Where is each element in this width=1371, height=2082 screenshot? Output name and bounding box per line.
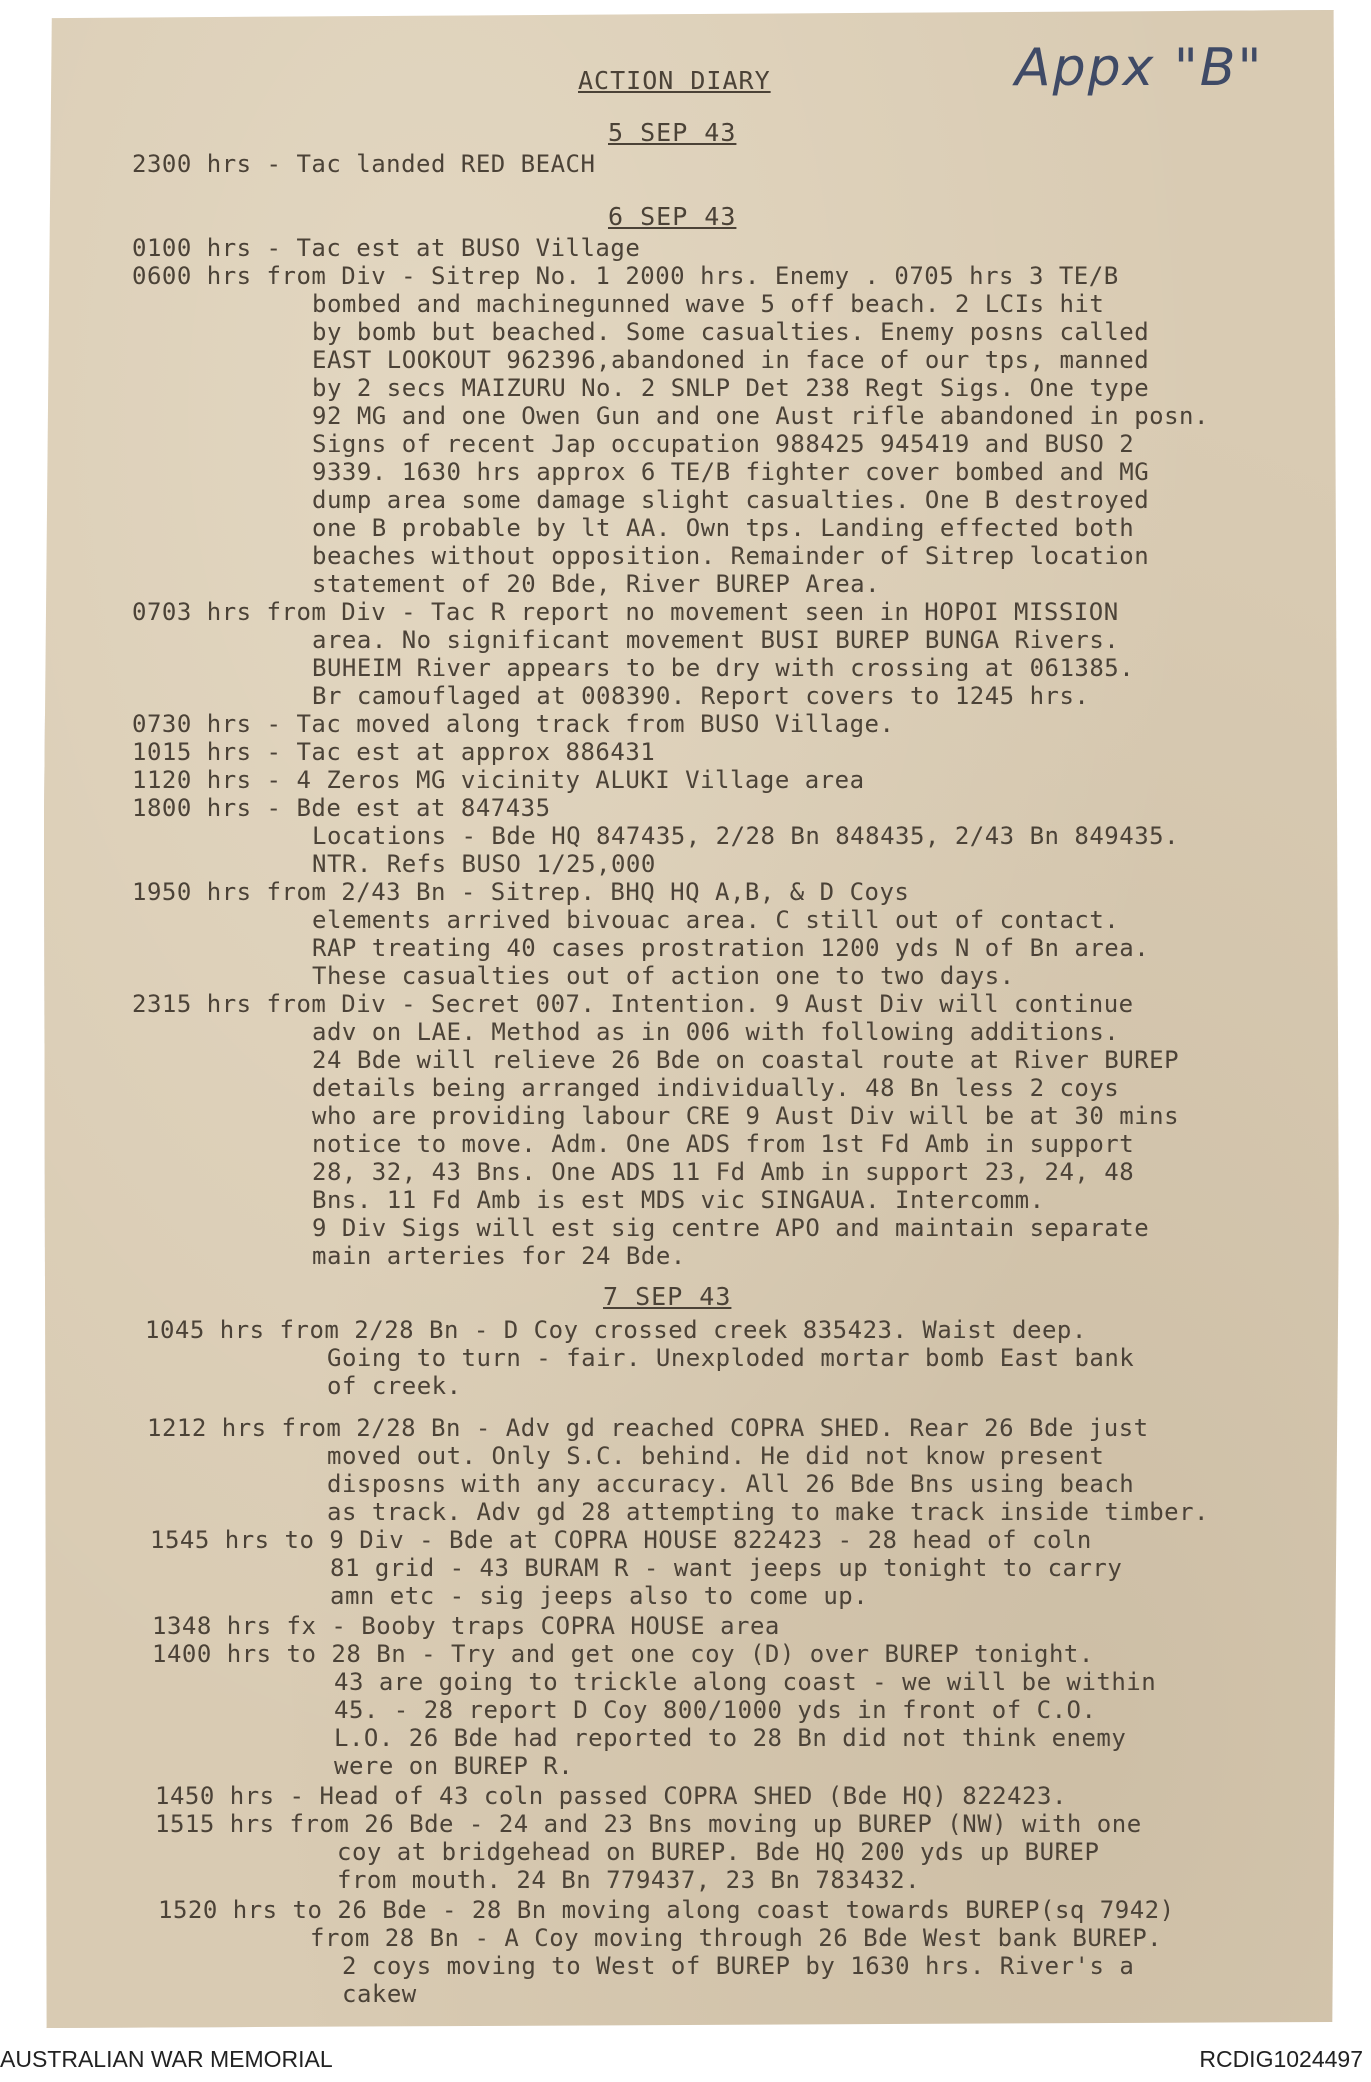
entry-line: 9339. 1630 hrs approx 6 TE/B fighter cover bombed and MG bbox=[312, 458, 1150, 486]
entry-line: 9 Div Sigs will est sig centre APO and maintain separate bbox=[312, 1214, 1150, 1242]
entry-line: Locations - Bde HQ 847435, 2/28 Bn 848435, 2/43 Bn 849435. bbox=[312, 822, 1180, 850]
entry-line: 92 MG and one Owen Gun and one Aust rifle abandoned in posn. bbox=[312, 402, 1209, 430]
handwritten-annotation: Appx "B" bbox=[1015, 38, 1264, 98]
entry-line: 43 are going to trickle along coast - we will be within bbox=[334, 1668, 1157, 1696]
entry-line: NTR. Refs BUSO 1/25,000 bbox=[312, 850, 656, 878]
date-heading-6-sep: 6 SEP 43 bbox=[608, 202, 737, 231]
entry-line: dump area some damage slight casualties. One B destroyed bbox=[312, 486, 1150, 514]
entry-line: as track. Adv gd 28 attempting to make track inside timber. bbox=[327, 1498, 1210, 1526]
entry-line: L.O. 26 Bde had reported to 28 Bn did not think enemy bbox=[334, 1724, 1127, 1752]
entry-line: who are providing labour CRE 9 Aust Div will be at 30 mins bbox=[312, 1102, 1180, 1130]
entry-line: amn etc - sig jeeps also to come up. bbox=[330, 1582, 869, 1610]
entry-line: 2 coys moving to West of BUREP by 1630 hrs. River's a bbox=[342, 1952, 1135, 1980]
entry-line: 1212 hrs from 2/28 Bn - Adv gd reached COPRA SHED. Rear 26 Bde just bbox=[147, 1414, 1149, 1442]
entry-line: 81 grid - 43 BURAM R - want jeeps up tonight to carry bbox=[330, 1554, 1123, 1582]
entry-line: 1800 hrs - Bde est at 847435 bbox=[132, 794, 551, 822]
entry-line: by bomb but beached. Some casualties. Enemy posns called bbox=[312, 318, 1150, 346]
entry-line: details being arranged individually. 48 Bn less 2 coys bbox=[312, 1074, 1120, 1102]
entry-line: EAST LOOKOUT 962396,abandoned in face of our tps, manned bbox=[312, 346, 1150, 374]
date-heading-7-sep: 7 SEP 43 bbox=[603, 1282, 732, 1311]
entry-line: 2300 hrs - Tac landed RED BEACH bbox=[132, 150, 596, 178]
entry-line: 1120 hrs - 4 Zeros MG vicinity ALUKI Village area bbox=[132, 766, 865, 794]
entry-line: were on BUREP R. bbox=[334, 1752, 574, 1780]
entry-line: 1545 hrs to 9 Div - Bde at COPRA HOUSE 822423 - 28 head of coln bbox=[150, 1526, 1092, 1554]
entry-line: 1515 hrs from 26 Bde - 24 and 23 Bns moving up BUREP (NW) with one bbox=[155, 1810, 1142, 1838]
entry-line: cakew bbox=[342, 1980, 417, 2008]
entry-line: beaches without opposition. Remainder of Sitrep location bbox=[312, 542, 1150, 570]
entry-line: 1450 hrs - Head of 43 coln passed COPRA SHED (Bde HQ) 822423. bbox=[155, 1782, 1067, 1810]
entry-line: 2315 hrs from Div - Secret 007. Intention. 9 Aust Div will continue bbox=[132, 990, 1134, 1018]
entry-line: 1520 hrs to 26 Bde - 28 Bn moving along coast towards BUREP(sq 7942) bbox=[158, 1896, 1175, 1924]
diary-title: ACTION DIARY bbox=[578, 66, 771, 95]
entry-line: disposns with any accuracy. All 26 Bde Bns using beach bbox=[327, 1470, 1135, 1498]
entry-line: These casualties out of action one to two days. bbox=[312, 962, 1015, 990]
entry-line: 45. - 28 report D Coy 800/1000 yds in front of C.O. bbox=[334, 1696, 1097, 1724]
entry-line: area. No significant movement BUSI BUREP BUNGA Rivers. bbox=[312, 626, 1120, 654]
entry-line: 24 Bde will relieve 26 Bde on coastal route at River BUREP bbox=[312, 1046, 1180, 1074]
entry-line: 1950 hrs from 2/43 Bn - Sitrep. BHQ HQ A,B, & D Coys bbox=[132, 878, 910, 906]
entry-line: Br camouflaged at 008390. Report covers to 1245 hrs. bbox=[312, 682, 1090, 710]
entry-line: 1015 hrs - Tac est at approx 886431 bbox=[132, 738, 656, 766]
entry-line: main arteries for 24 Bde. bbox=[312, 1242, 686, 1270]
footer-source-label: AUSTRALIAN WAR MEMORIAL bbox=[0, 2046, 333, 2072]
entry-line: from 28 Bn - A Coy moving through 26 Bde West bank BUREP. bbox=[310, 1924, 1163, 1952]
entry-line: Going to turn - fair. Unexploded mortar bomb East bank bbox=[327, 1344, 1135, 1372]
entry-line: 0703 hrs from Div - Tac R report no movement seen in HOPOI MISSION bbox=[132, 598, 1119, 626]
entry-line: of creek. bbox=[327, 1372, 462, 1400]
entry-line: RAP treating 40 cases prostration 1200 yds N of Bn area. bbox=[312, 934, 1150, 962]
entry-line: Bns. 11 Fd Amb is est MDS vic SINGAUA. Intercomm. bbox=[312, 1186, 1045, 1214]
entry-line: from mouth. 24 Bn 779437, 23 Bn 783432. bbox=[337, 1866, 921, 1894]
entry-line: adv on LAE. Method as in 006 with following additions. bbox=[312, 1018, 1120, 1046]
entry-line: statement of 20 Bde, River BUREP Area. bbox=[312, 570, 881, 598]
entry-line: by 2 secs MAIZURU No. 2 SNLP Det 238 Regt Sigs. One type bbox=[312, 374, 1150, 402]
entry-line: notice to move. Adm. One ADS from 1st Fd Amb in support bbox=[312, 1130, 1135, 1158]
entry-line: 0600 hrs from Div - Sitrep No. 1 2000 hrs. Enemy . 0705 hrs 3 TE/B bbox=[132, 262, 1119, 290]
entry-line: moved out. Only S.C. behind. He did not know present bbox=[327, 1442, 1105, 1470]
entry-line: coy at bridgehead on BUREP. Bde HQ 200 yds up BUREP bbox=[337, 1838, 1100, 1866]
entry-line: 1400 hrs to 28 Bn - Try and get one coy (D) over BUREP tonight. bbox=[152, 1640, 1094, 1668]
date-heading-5-sep: 5 SEP 43 bbox=[608, 118, 737, 147]
entry-line: bombed and machinegunned wave 5 off beach. 2 LCIs hit bbox=[312, 290, 1105, 318]
entry-line: 0730 hrs - Tac moved along track from BUSO Village. bbox=[132, 710, 895, 738]
footer-record-id: RCDIG1024497 bbox=[1199, 2046, 1363, 2072]
entry-line: 0100 hrs - Tac est at BUSO Village bbox=[132, 234, 641, 262]
entry-line: BUHEIM River appears to be dry with crossing at 061385. bbox=[312, 654, 1135, 682]
entry-line: Signs of recent Jap occupation 988425 945419 and BUSO 2 bbox=[312, 430, 1135, 458]
entry-line: 1045 hrs from 2/28 Bn - D Coy crossed creek 835423. Waist deep. bbox=[145, 1316, 1087, 1344]
entry-line: one B probable by lt AA. Own tps. Landing effected both bbox=[312, 514, 1135, 542]
entry-line: elements arrived bivouac area. C still out of contact. bbox=[312, 906, 1120, 934]
entry-line: 28, 32, 43 Bns. One ADS 11 Fd Amb in support 23, 24, 48 bbox=[312, 1158, 1135, 1186]
entry-line: 1348 hrs fx - Booby traps COPRA HOUSE area bbox=[152, 1612, 780, 1640]
